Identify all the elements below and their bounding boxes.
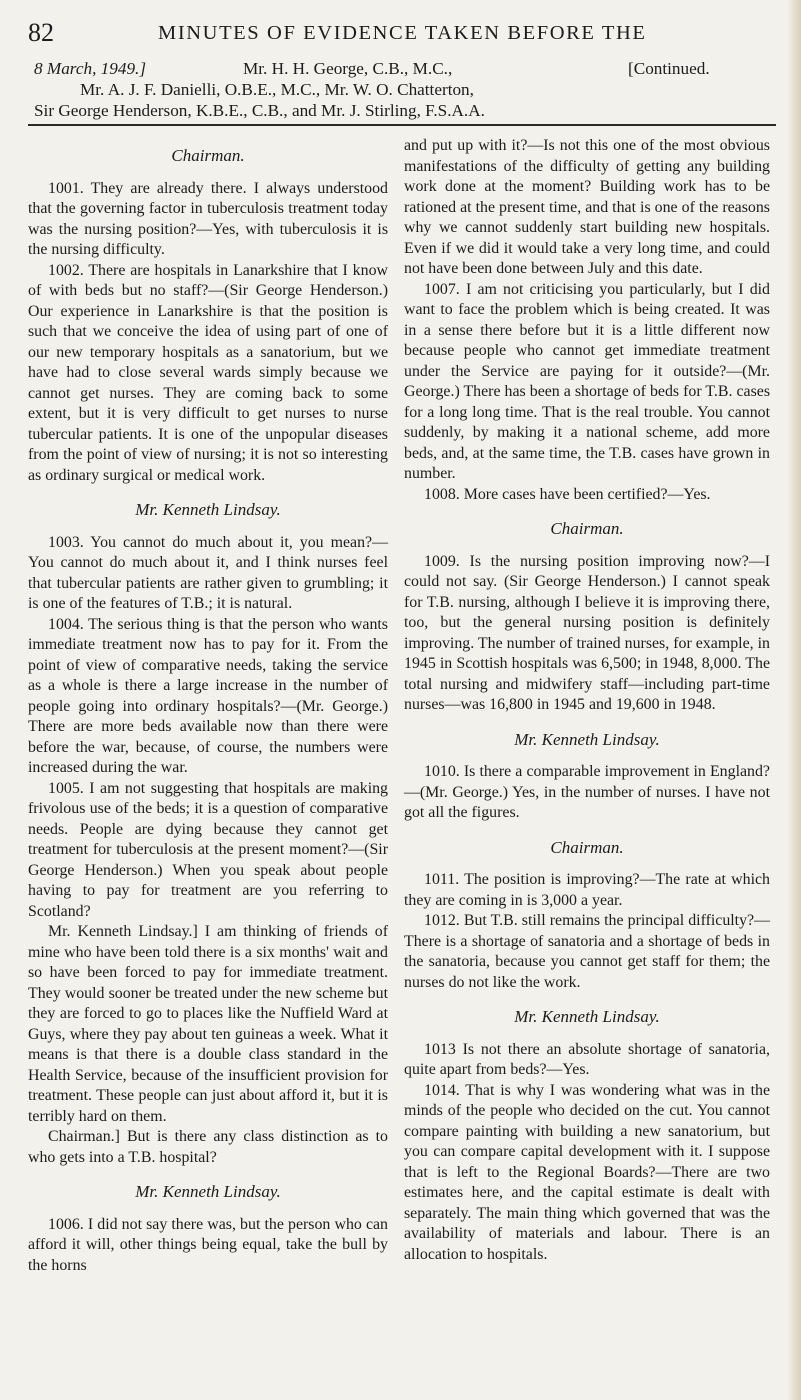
witness-block	[28, 58, 768, 121]
paragraph-1005: 1005. I am not suggesting that hospitals are making frivolous use of the beds; it is a question of comparative needs. People are dying because they cannot get treatment for tuberculosis at the present moment?—(Sir George Henderson.) When you speak about people having to pay for treatment are you referring to Scotland?	[28, 779, 388, 920]
witness-line-1	[28, 58, 768, 79]
speaker-heading: Chairman.	[171, 146, 245, 165]
paragraph-1013: 1013 Is not there an absolute shortage of sanatoria, quite apart from beds?—Yes.	[404, 1040, 770, 1078]
speaker-heading: Mr. Kenneth Lindsay.	[135, 500, 281, 519]
paragraph-1004: 1004. The serious thing is that the person who wants immediate treatment now has to pay for it. From the point of view of comparative needs, taking the service as a whole is there a large increase in the number of people going into ordinary hospitals?—(Mr. George.) There are more beds available now than there were before the war, because, of course, the numbers were increased during the war.	[28, 615, 388, 776]
paragraph-1009: 1009. Is the nursing position improving now?—I could not say. (Sir George Henderson.) I cannot speak for T.B. nursing, although I believe it is improving there, too, but the general nursing position is definitely improving. The number of trained nurses, for example, in 1945 in Scottish hospitals was 6,500; in 1948, 8,000. The total nursing and midwifery staff—including part-time nurses—was 16,800 in 1945 and 19,600 in 1948.	[404, 552, 770, 713]
right-column	[404, 136, 770, 1265]
witness-names-1: Mr. H. H. George, C.B., M.C.,	[243, 59, 453, 78]
paragraph-1002: 1002. There are hospitals in Lanarkshire that I know of with beds but no staff?—(Sir George Henderson.) Our experience in Lanarkshire is that the position is such that we conceive the idea of using part of one of our new temporary hospitals as a sanatorium, but we have had to close several wards simply because we cannot get nurses. They are coming back to some extent, but it is very difficult to get nurses to nurse tubercular patients. It is one of the unpopular diseases from the point of view of nursing; it is not so interesting as ordinary surgical or medical work.	[28, 261, 388, 484]
speaker-heading: Mr. Kenneth Lindsay.	[135, 1182, 281, 1201]
paragraph-1014: 1014. That is why I was wondering what was in the minds of the people who decided on the cut. You cannot compare painting with building a new sanatorium, but you can compare capital development with it. I suppose that is left to the Regional Boards?—There are two estimates here, and the capital estimate is dealt with separately. The main thing which governed that was the availability of materials and labour. There is an allocation to hospitals.	[404, 1081, 770, 1263]
left-column	[28, 136, 388, 1276]
header-rule	[28, 124, 776, 126]
running-title: MINUTES OF EVIDENCE TAKEN BEFORE THE	[158, 22, 647, 44]
paragraph-1006: 1006. I did not say there was, but the person who can afford it will, other things being equal, take the bull by the horns	[28, 1215, 388, 1274]
page-number: 82	[28, 18, 54, 47]
paragraph-1005-chairman: Chairman.] But is there any class distinction as to who gets into a T.B. hospital?	[28, 1128, 388, 1166]
continued-label: [Continued.	[628, 59, 710, 78]
witness-names-2: Mr. A. J. F. Danielli, O.B.E., M.C., Mr. W. O. Chatterton,	[80, 80, 474, 99]
paragraph-1006-continued: and put up with it?—Is not this one of the most obvious manifestations of the difficulty of getting any building work done at the moment? Building work has to be rationed at the present time, and that is one of the reasons why we cannot suddenly start building new hospitals. Even if we did it would take a very long time, and could not have been done between July and this date.	[404, 137, 770, 277]
speaker-heading: Chairman.	[550, 837, 624, 857]
paragraph-1008: 1008. More cases have been certified?—Yes.	[424, 485, 711, 503]
paragraph-1011: 1011. The position is improving?—The rate at which they are coming in is 3,000 a year.	[404, 871, 770, 909]
witness-names-3: Sir George Henderson, K.B.E., C.B., and Mr. J. Stirling, F.S.A.A.	[34, 101, 485, 120]
speaker-heading: Mr. Kenneth Lindsay.	[514, 1007, 660, 1026]
session-date: 8 March, 1949.]	[34, 59, 147, 78]
paragraph-1012: 1012. But T.B. still remains the principal difficulty?—There is a shortage of sanatoria and a shortage of beds in the sanatoria, because you cannot get staff for them; the nurses do not like the work.	[404, 912, 770, 991]
paragraph-1001: 1001. They are already there. I always understood that the governing factor in tuberculosis treatment today was the nursing position?—Yes, with tuberculosis it is the nursing difficulty.	[28, 179, 388, 258]
page-header	[28, 14, 788, 50]
page-edge-shadow	[787, 0, 801, 1400]
speaker-heading: Mr. Kenneth Lindsay.	[514, 729, 660, 749]
paragraph-1003: 1003. You cannot do much about it, you mean?—You cannot do much about it, and I think nurses feel that tubercular patients are rather given to grumbling; it is one of the features of T.B.; it is natural.	[28, 533, 388, 612]
speaker-heading: Chairman.	[550, 519, 624, 538]
paragraph-1010: 1010. Is there a comparable improvement in England?—(Mr. George.) Yes, in the number of nurses. I have not got all the figures.	[404, 763, 770, 821]
paragraph-1007: 1007. I am not criticising you particularly, but I did want to face the problem which is being created. It was in a sense there before but it is a little different now because people who cannot get immediate treatment under the Service are paying for it outside?—(Mr. George.) There has been a shortage of beds for T.B. cases for a long long time. That is the real trouble. You cannot suddenly, by making it a national scheme, add more beds, and, at the same time, the T.B. cases have grown in number.	[404, 280, 770, 482]
paragraph-1005-lindsay: Mr. Kenneth Lindsay.] I am thinking of friends of mine who have been told there is a six months' wait and so have been forced to pay for immediate treatment. They would sooner be treated under the new scheme but they are forced to go to places like the Nuffield Ward at Guys, where they pay about ten guineas a week. What it means is that there is a double class standard in the Health Service, because of the insufficient provision for treatment. These people can just about afford it, but it is terribly hard on them.	[28, 923, 388, 1125]
